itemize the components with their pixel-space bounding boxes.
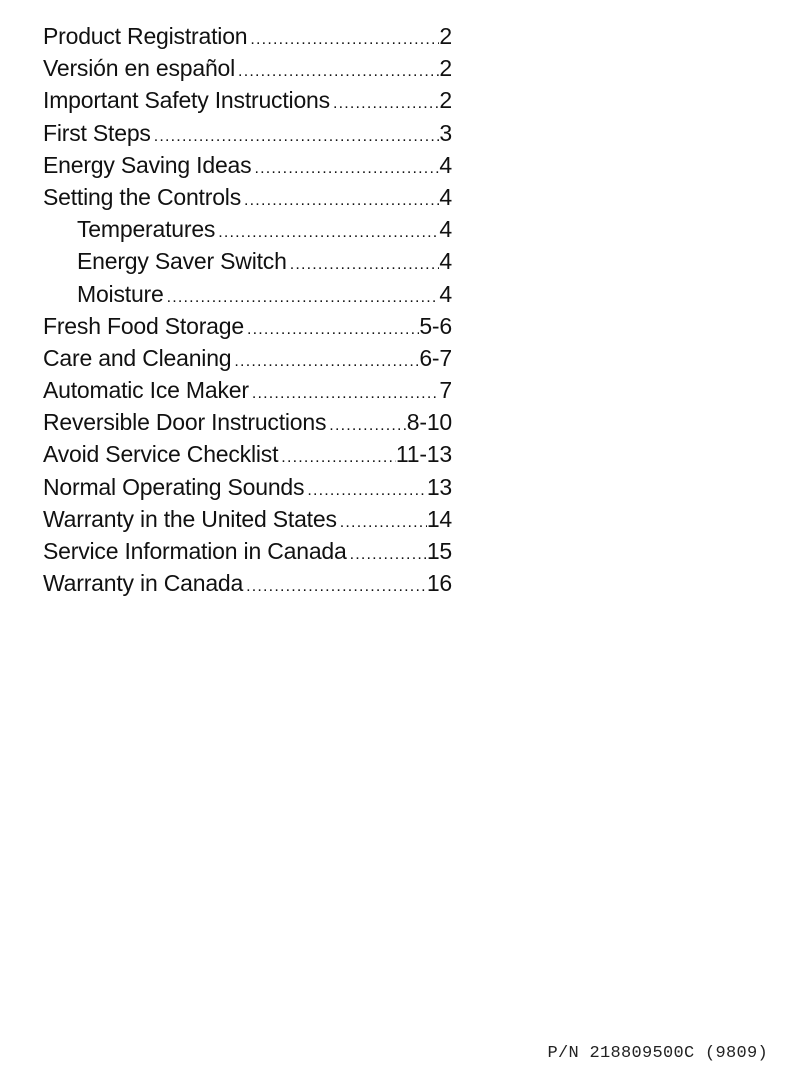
toc-dot-leader — [218, 217, 439, 249]
toc-entry-page: 4 — [439, 248, 452, 275]
toc-entry-page: 2 — [439, 23, 452, 49]
toc-dot-leader — [340, 507, 427, 539]
toc-dot-leader — [281, 442, 396, 474]
toc-entry-page: 14 — [426, 505, 452, 532]
toc-entry-reversible-door-instructions[interactable] — [43, 406, 452, 438]
toc-entry-page: 4 — [439, 280, 452, 307]
toc-dot-leader — [307, 475, 426, 507]
toc-entry-title: Service Information in Canada — [43, 538, 347, 564]
toc-entry-title: Moisture — [77, 280, 164, 307]
toc-entry-title: Warranty in the United States — [43, 505, 337, 532]
toc-entry-title: Setting the Controls — [43, 183, 242, 210]
toc-entry-title: Care and Cleaning — [43, 344, 232, 371]
toc-entry-title: Temperatures — [77, 216, 216, 243]
toc-entry-page: 16 — [426, 570, 452, 597]
toc-entry-moisture[interactable] — [43, 278, 452, 310]
toc-entry-title: Automatic Ice Maker — [43, 377, 249, 404]
toc-entry-title: Reversible Door Instructions — [43, 409, 327, 436]
toc-entry-normal-operating-sounds[interactable] — [43, 471, 452, 503]
toc-dot-leader — [333, 88, 439, 120]
toc-entry-care-and-cleaning[interactable] — [43, 342, 452, 374]
toc-entry-page: 5-6 — [419, 312, 452, 339]
toc-entry-page: 13 — [426, 473, 452, 500]
table-of-contents — [43, 20, 452, 599]
toc-entry-title: Versión en español — [43, 55, 236, 82]
toc-entry-page: 6-7 — [419, 344, 452, 371]
toc-dot-leader — [238, 56, 439, 88]
toc-entry-page: 4 — [439, 216, 452, 243]
toc-entry-avoid-service-checklist[interactable] — [43, 438, 452, 470]
toc-entry-page: 4 — [439, 151, 452, 178]
toc-entry-page: 8-10 — [406, 409, 452, 436]
toc-entry-page: 2 — [439, 87, 452, 114]
toc-entry-energy-saver-switch[interactable] — [43, 245, 452, 277]
toc-dot-leader — [244, 185, 439, 217]
toc-entry-title: Energy Saver Switch — [77, 248, 287, 275]
toc-dot-leader — [290, 249, 440, 281]
toc-dot-leader — [252, 378, 440, 410]
toc-dot-leader — [350, 539, 427, 571]
toc-dot-leader — [247, 314, 419, 346]
toc-dot-leader — [246, 571, 427, 603]
toc-entry-setting-the-controls[interactable] — [43, 181, 452, 213]
toc-dot-leader — [254, 153, 439, 185]
toc-entry-title: Avoid Service Checklist — [43, 441, 279, 468]
toc-entry-fresh-food-storage[interactable] — [43, 310, 452, 342]
toc-entry-title: Important Safety Instructions — [43, 87, 330, 114]
toc-entry-service-information-in-canada[interactable] — [43, 535, 452, 567]
toc-entry-automatic-ice-maker[interactable] — [43, 374, 452, 406]
toc-entry-energy-saving-ideas[interactable] — [43, 149, 452, 181]
toc-entry-title: First Steps — [43, 119, 151, 146]
toc-entry-page: 15 — [426, 538, 452, 564]
toc-entry-title: Warranty in Canada — [43, 570, 244, 597]
toc-dot-leader — [234, 346, 419, 378]
toc-entry-page: 7 — [439, 377, 452, 404]
toc-entry-warranty-in-canada[interactable] — [43, 567, 452, 599]
toc-entry-version-en-espanol[interactable] — [43, 52, 452, 84]
toc-entry-title: Fresh Food Storage — [43, 312, 244, 339]
toc-entry-important-safety-instructions[interactable] — [43, 84, 452, 116]
toc-dot-leader — [329, 410, 406, 442]
toc-dot-leader — [154, 121, 440, 153]
toc-dot-leader — [250, 24, 439, 56]
toc-entry-page: 3 — [439, 119, 452, 146]
toc-entry-product-registration[interactable] — [43, 20, 452, 52]
toc-entry-title: Normal Operating Sounds — [43, 473, 305, 500]
toc-entry-title: Product Registration — [43, 23, 248, 49]
toc-entry-page: 11-13 — [395, 441, 452, 468]
toc-entry-title: Energy Saving Ideas — [43, 151, 252, 178]
toc-entry-page: 4 — [439, 183, 452, 210]
toc-entry-warranty-in-the-united-states[interactable] — [43, 503, 452, 535]
toc-entry-page: 2 — [439, 55, 452, 82]
part-number: P/N 218809500C (9809) — [547, 1044, 768, 1063]
toc-dot-leader — [167, 282, 440, 314]
toc-entry-first-steps[interactable] — [43, 117, 452, 149]
toc-entry-temperatures[interactable] — [43, 213, 452, 245]
